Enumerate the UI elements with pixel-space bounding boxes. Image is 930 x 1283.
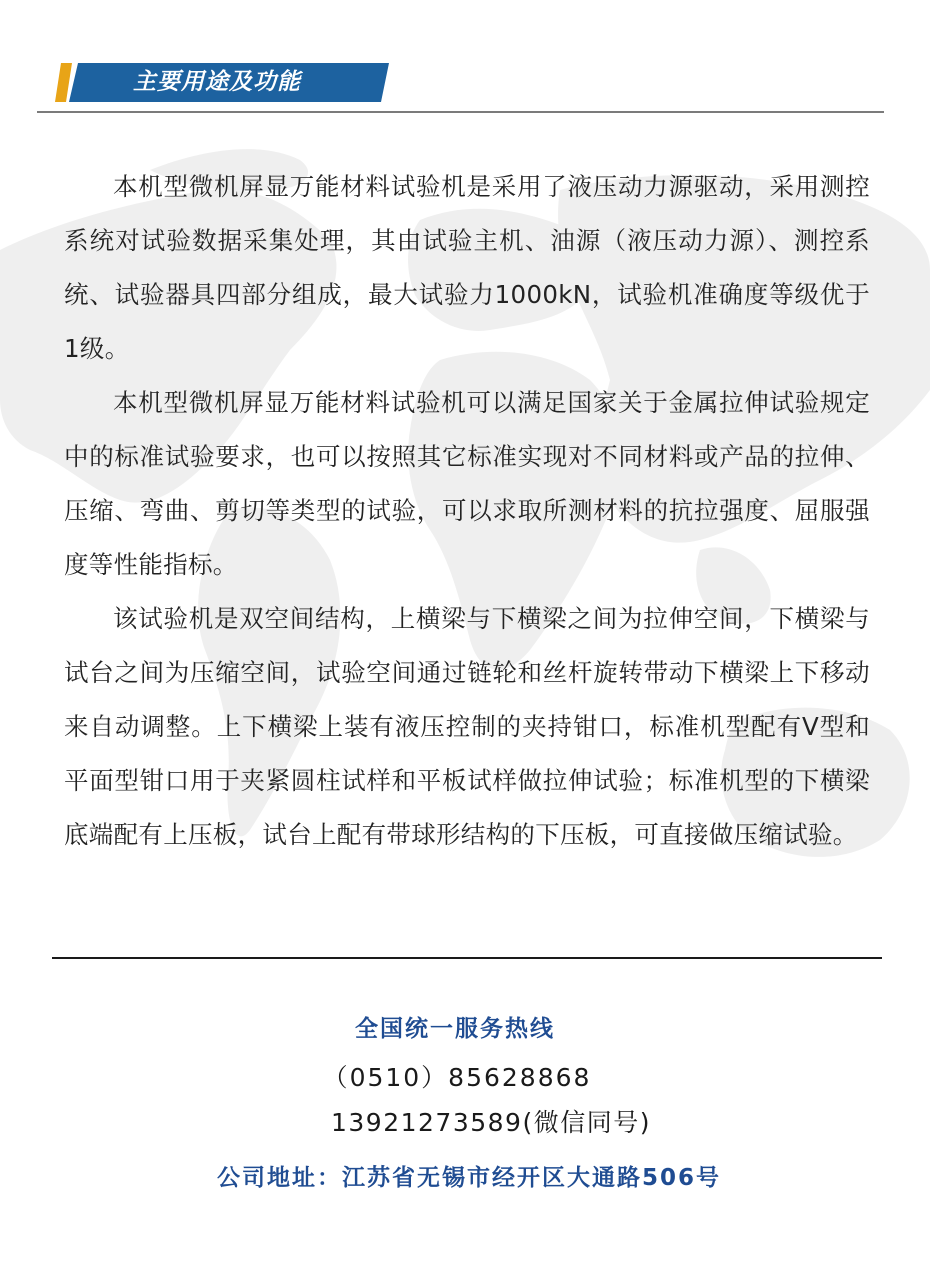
section-header-banner [55,63,395,102]
mobile-phone: 13921273589(微信同号) [331,1108,651,1137]
accent-stripe [55,63,72,102]
hotline-title: 全国统一服务热线 [355,1016,555,1042]
paragraph-applications: 本机型微机屏显万能材料试验机可以满足国家关于金属拉伸试验规定中的标准试验要求，也可以按照其它标准实现对不同材料或产品的拉伸、压缩、弯曲、剪切等类型的试验，可以求取所测材料的抗拉强度、屈服强度等性能指标。 [64,388,870,579]
paragraph-structure: 该试验机是双空间结构，上横梁与下横梁之间为拉伸空间，下横梁与试台之间为压缩空间，试验空间通过链轮和丝杆旋转带动下横梁上下移动来自动调整。上下横梁上装有液压控制的夹持钳口，标准机型配有V型和平面型钳口用于夹紧圆柱试样和平板试样做拉伸试验；标准机型的下横梁底端配有上压板，试台上配有带球形结构的下压板，可直接做压缩试验。 [64,604,870,849]
footer-divider [52,957,882,959]
company-address: 公司地址：江苏省无锡市经开区大通路506号 [216,1165,721,1191]
paragraph-overview: 本机型微机屏显万能材料试验机是采用了液压动力源驱动，采用测控系统对试验数据采集处理，其由试验主机、油源（液压动力源）、测控系统、试验器具四部分组成，最大试验力1000kN，试验机准确度等级优于1级。 [64,172,870,363]
header-divider [37,111,884,113]
landline-phone: （0510）85628868 [322,1063,592,1092]
description-body [64,160,870,862]
section-title: 主要用途及功能 [133,69,301,95]
